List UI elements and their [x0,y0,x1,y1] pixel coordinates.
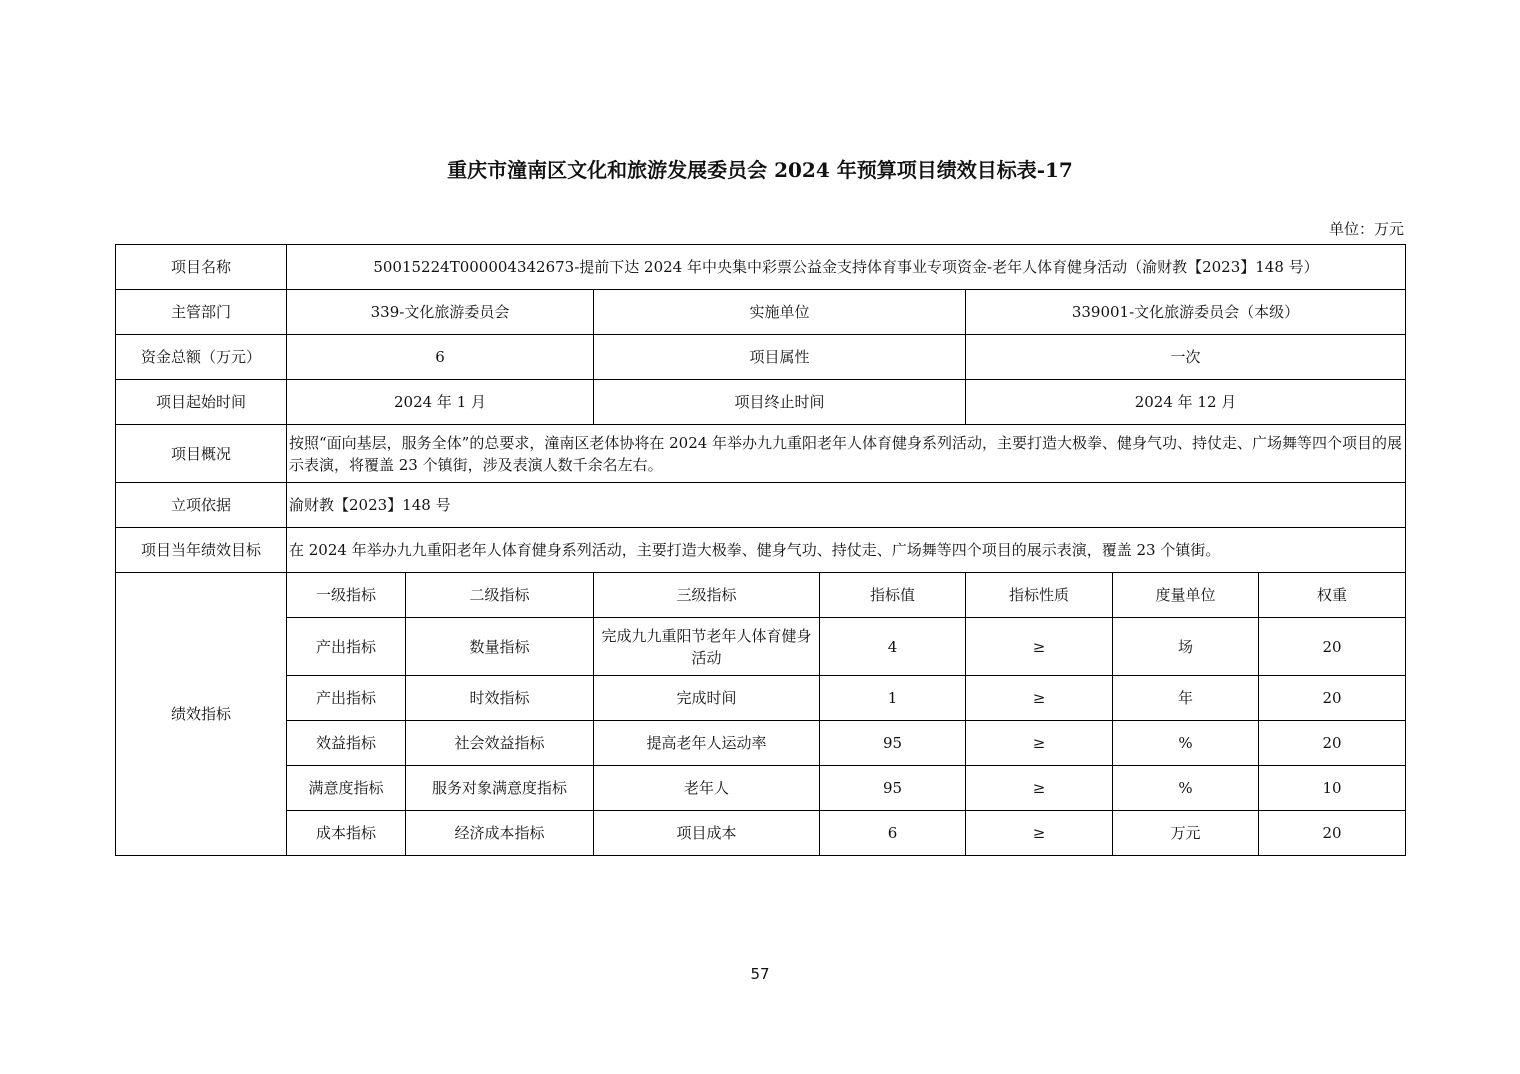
nature-cell: ≥ [966,676,1113,721]
indicators-section-label: 绩效指标 [116,573,287,856]
table-row [116,676,1406,721]
level3-cell: 项目成本 [594,811,820,856]
nature-cell: ≥ [966,721,1113,766]
indicator-header-row [116,573,1406,618]
project-attr-label: 项目属性 [594,335,966,380]
weight-cell: 20 [1259,676,1406,721]
annual-goal-label: 项目当年绩效目标 [116,528,287,573]
unit-cell: % [1113,766,1259,811]
start-time-label: 项目起始时间 [116,380,287,425]
level3-cell: 老年人 [594,766,820,811]
project-attr-value: 一次 [966,335,1406,380]
impl-unit-label: 实施单位 [594,290,966,335]
page-title: 重庆市潼南区文化和旅游发展委员会 2024 年预算项目绩效目标表-17 [447,158,1073,182]
unit-cell: 场 [1113,618,1259,676]
unit-note: 单位：万元 [1328,220,1404,238]
header-unit: 度量单位 [1113,573,1259,618]
header-weight: 权重 [1259,573,1406,618]
end-time-label: 项目终止时间 [594,380,966,425]
overview-label: 项目概况 [116,425,287,483]
level1-cell: 效益指标 [287,721,406,766]
row-project-name [116,245,1406,290]
row-annual-goal [116,528,1406,573]
project-name-label: 项目名称 [116,245,287,290]
level3-cell: 完成九九重阳节老年人体育健身活动 [594,618,820,676]
level1-cell: 产出指标 [287,618,406,676]
unit-cell: 万元 [1113,811,1259,856]
table-row [116,766,1406,811]
dept-value: 339-文化旅游委员会 [287,290,594,335]
level1-cell: 产出指标 [287,676,406,721]
level1-cell: 满意度指标 [287,766,406,811]
weight-cell: 20 [1259,721,1406,766]
header-level3: 三级指标 [594,573,820,618]
table-row [116,811,1406,856]
row-department [116,290,1406,335]
header-level2: 二级指标 [406,573,594,618]
row-period [116,380,1406,425]
impl-unit-value: 339001-文化旅游委员会（本级） [966,290,1406,335]
dept-label: 主管部门 [116,290,287,335]
row-basis [116,483,1406,528]
row-fund [116,335,1406,380]
basis-label: 立项依据 [116,483,287,528]
nature-cell: ≥ [966,618,1113,676]
fund-value: 6 [287,335,594,380]
weight-cell: 20 [1259,618,1406,676]
page-number: 57 [750,965,770,983]
end-time-value: 2024 年 12 月 [966,380,1406,425]
value-cell: 1 [820,676,966,721]
nature-cell: ≥ [966,766,1113,811]
value-cell: 95 [820,766,966,811]
unit-cell: % [1113,721,1259,766]
annual-goal-value: 在 2024 年举办九九重阳老年人体育健身系列活动，主要打造大极拳、健身气功、持仗走、广场舞等四个项目的展示表演，覆盖 23 个镇街。 [287,528,1406,573]
level3-cell: 提高老年人运动率 [594,721,820,766]
level2-cell: 社会效益指标 [406,721,594,766]
table-row [116,721,1406,766]
header-level1: 一级指标 [287,573,406,618]
unit-cell: 年 [1113,676,1259,721]
nature-cell: ≥ [966,811,1113,856]
level2-cell: 数量指标 [406,618,594,676]
level3-cell: 完成时间 [594,676,820,721]
row-overview [116,425,1406,483]
level2-cell: 服务对象满意度指标 [406,766,594,811]
value-cell: 4 [820,618,966,676]
performance-target-table [115,244,1406,856]
header-nature: 指标性质 [966,573,1113,618]
level1-cell: 成本指标 [287,811,406,856]
fund-label: 资金总额（万元） [116,335,287,380]
level2-cell: 经济成本指标 [406,811,594,856]
value-cell: 95 [820,721,966,766]
start-time-value: 2024 年 1 月 [287,380,594,425]
level2-cell: 时效指标 [406,676,594,721]
header-value: 指标值 [820,573,966,618]
value-cell: 6 [820,811,966,856]
table-row [116,618,1406,676]
weight-cell: 20 [1259,811,1406,856]
project-name-value: 50015224T000004342673-提前下达 2024 年中央集中彩票公益金支持体育事业专项资金-老年人体育健身活动（渝财教【2023】148 号） [287,245,1406,290]
basis-value: 渝财教【2023】148 号 [287,483,1406,528]
weight-cell: 10 [1259,766,1406,811]
overview-value: 按照“面向基层，服务全体”的总要求，潼南区老体协将在 2024 年举办九九重阳老年人体育健身系列活动，主要打造大极拳、健身气功、持仗走、广场舞等四个项目的展示表演，将覆盖 23 个镇街，涉及表演人数千余名左右。 [287,425,1406,483]
